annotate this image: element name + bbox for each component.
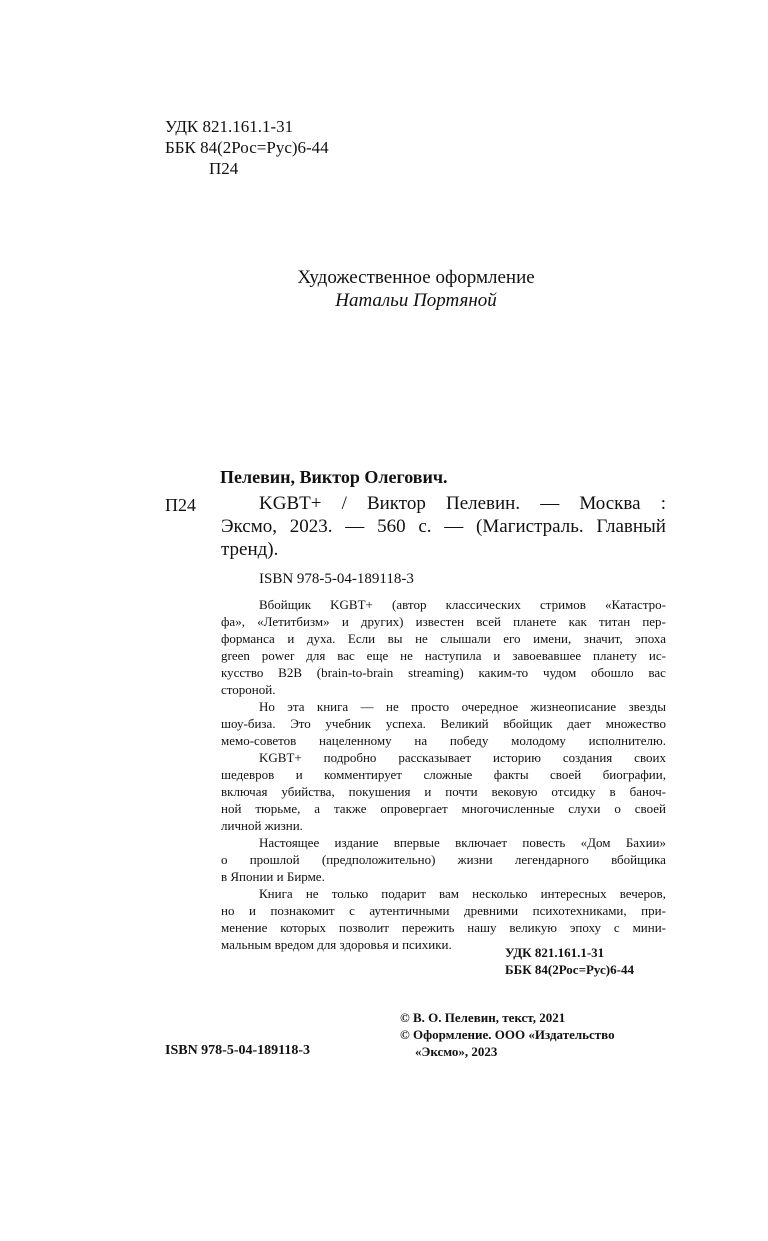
annotation-line [221, 919, 666, 936]
annotation-word: Великий [440, 716, 489, 731]
annotation-word: при- [641, 903, 666, 918]
annotation-word: кусство [221, 665, 264, 680]
annotation-word: power [261, 648, 295, 663]
bottom-classification [505, 944, 634, 978]
annotation-word: green [221, 648, 250, 663]
annotation-word: духа. [306, 631, 336, 646]
bbk-code: ББК 84(2Рос=Рус)6-44 [165, 138, 329, 157]
annotation-word: которых [280, 920, 327, 935]
annotation-word: ной [221, 801, 242, 816]
biblio-word: Виктор [366, 493, 426, 514]
annotation-word: множество [605, 716, 666, 731]
annotation-line [221, 749, 666, 766]
annotation-word: вы [387, 631, 403, 646]
annotation-word: почти [445, 784, 478, 799]
annotation-word: опровергает [380, 801, 448, 816]
annotation-word: историю [493, 750, 541, 765]
annotation-word: шедевров [221, 767, 275, 782]
annotation-word: Книга [259, 886, 293, 901]
annotation-line [221, 783, 666, 800]
annotation-word: Настоящее [259, 835, 320, 850]
annotation-word: дает [567, 716, 592, 731]
annotation-word: очередное [461, 699, 519, 714]
annotation-word: известен [415, 614, 465, 629]
annotation-word: учебник [325, 716, 372, 731]
annotation-word: звезды [628, 699, 666, 714]
annotation-word: эта [287, 699, 305, 714]
biblio-line-1 [221, 492, 666, 515]
annotation-word: стримов [539, 597, 586, 612]
annotation-word: создания [562, 750, 613, 765]
annotation-word: сложные [423, 767, 473, 782]
annotation-word: и [248, 903, 256, 918]
annotation-line [221, 681, 666, 698]
annotation-word: но [221, 903, 235, 918]
annotation-word: форманса [221, 631, 275, 646]
copyright [400, 1009, 615, 1060]
udk-code: УДК 821.161.1-31 [165, 117, 294, 136]
annotation-line [221, 715, 666, 732]
isbn-bottom: ISBN 978-5-04-189118-3 [165, 1043, 311, 1058]
catalog-author-mark: П24 [165, 495, 196, 515]
annotation-word: вредом [274, 937, 314, 952]
annotation-line [221, 885, 666, 902]
annotation-word: — [360, 699, 374, 714]
annotation [221, 596, 666, 953]
annotation-word: психики. [402, 937, 452, 952]
annotation-word: баноч- [629, 784, 666, 799]
annotation-word: не [415, 631, 428, 646]
biblio-line-3: тренд). [221, 539, 279, 560]
annotation-word: (предположительно) [321, 852, 436, 867]
biblio-word: с. [418, 516, 432, 537]
annotation-word: о [221, 852, 228, 867]
annotation-word: титан [598, 614, 631, 629]
bbk-code-bottom: ББК 84(2Рос=Рус)6-44 [505, 962, 634, 977]
annotation-word: классических [445, 597, 521, 612]
annotation-word: стороной. [221, 682, 276, 697]
biblio-word: — [444, 516, 464, 537]
design-artist: Натальи Портяной [335, 290, 497, 311]
annotation-word: древними [463, 903, 519, 918]
annotation-word: также [333, 801, 367, 816]
annotation-word: несколько [472, 886, 528, 901]
annotation-word: как [568, 614, 587, 629]
annotation-word: и [295, 767, 303, 782]
biblio-word: / [341, 493, 347, 514]
biblio-line-2 [221, 515, 666, 538]
annotation-word: аутентичными [369, 903, 450, 918]
annotation-word: не [386, 699, 399, 714]
annotation-word: и [287, 631, 295, 646]
annotation-word: своей [634, 801, 666, 816]
annotation-word: не [305, 886, 319, 901]
annotation-word: комментирует [324, 767, 402, 782]
annotation-line [221, 868, 666, 885]
annotation-line [221, 596, 666, 613]
annotation-word: «Летитбизм» [257, 614, 330, 629]
annotation-word: убийства, [281, 784, 335, 799]
annotation-word: победу [449, 733, 489, 748]
annotation-word: слышали [440, 631, 491, 646]
annotation-word: Если [347, 631, 376, 646]
annotation-word: вечеров, [619, 886, 666, 901]
annotation-word: и [341, 614, 349, 629]
annotation-word: личной [221, 818, 262, 833]
annotation-word: всей [476, 614, 501, 629]
annotation-word: жизнеописание [530, 699, 617, 714]
annotation-word: еще [366, 648, 389, 663]
copyright-publisher: «Эксмо», 2023 [415, 1044, 498, 1059]
biblio-word: 560 [377, 516, 406, 537]
annotation-word: Это [290, 716, 311, 731]
annotation-word: здоровья [339, 937, 389, 952]
annotation-word: (автор [392, 597, 427, 612]
annotation-line [221, 630, 666, 647]
bibliographic-description [221, 492, 666, 561]
annotation-word: «Дом [580, 835, 611, 850]
catalog-author: Пелевин, Виктор Олегович. [220, 467, 448, 487]
annotation-word: включает [455, 835, 508, 850]
annotation-line [221, 766, 666, 783]
copyright-text: © В. О. Пелевин, текст, 2021 [400, 1010, 566, 1025]
annotation-word: включая [221, 784, 268, 799]
annotation-word: молодому [511, 733, 566, 748]
author-mark: П24 [209, 159, 239, 178]
annotation-word: вековую [491, 784, 538, 799]
annotation-word: наступила [424, 648, 482, 663]
biblio-word: — [345, 516, 365, 537]
annotation-word: для [317, 937, 337, 952]
annotation-word: пережить [401, 920, 455, 935]
annotation-word: прошлой [249, 852, 300, 867]
annotation-word: повесть [522, 835, 566, 850]
annotation-word: легендарного [514, 852, 589, 867]
annotation-word: только [331, 886, 369, 901]
annotation-line [221, 698, 666, 715]
annotation-word: в [609, 784, 616, 799]
annotation-line [221, 732, 666, 749]
annotation-word: биографии, [602, 767, 666, 782]
annotation-word: KGBT+ [330, 597, 373, 612]
annotation-line [221, 851, 666, 868]
biblio-word: Эксмо, [221, 516, 278, 537]
annotation-word: великую [509, 920, 557, 935]
annotation-word: вас [337, 648, 355, 663]
annotation-word: своих [634, 750, 666, 765]
annotation-word: вбойщик [503, 716, 553, 731]
annotation-word: жизни. [264, 818, 303, 833]
annotation-word: для [306, 648, 326, 663]
annotation-word: Вбойщик [259, 597, 312, 612]
annotation-word: исполнителю. [588, 733, 666, 748]
catalog-isbn: ISBN 978-5-04-189118-3 [259, 571, 414, 587]
annotation-line [221, 902, 666, 919]
biblio-word: : [660, 493, 666, 514]
annotation-word: завоевавшее [512, 648, 582, 663]
annotation-word: тюрьме, [255, 801, 301, 816]
annotation-line [221, 817, 666, 834]
annotation-line [221, 647, 666, 664]
copyright-design: © Оформление. ООО «Издательство [400, 1027, 615, 1042]
biblio-word: 2023. [289, 516, 333, 537]
annotation-word: и [493, 648, 501, 663]
annotation-word: жизни [457, 852, 493, 867]
annotation-word: психотехниками, [532, 903, 627, 918]
annotation-word: мини- [632, 920, 666, 935]
annotation-word: книга [316, 699, 349, 714]
annotation-line [221, 613, 666, 630]
annotation-line [221, 834, 666, 851]
annotation-word: «Катастро- [605, 597, 666, 612]
annotation-word: эпоха [635, 631, 666, 646]
annotation-word: в [221, 869, 228, 884]
biblio-word: — [540, 493, 560, 514]
annotation-word: эпоху [569, 920, 602, 935]
annotation-word: интересных [540, 886, 607, 901]
biblio-word: KGBT+ [259, 493, 322, 514]
annotation-word: его [503, 631, 521, 646]
annotation-word: не [400, 648, 413, 663]
annotation-word: успеха. [385, 716, 426, 731]
annotation-word: Но [259, 699, 275, 714]
annotation-word: чудом [542, 665, 577, 680]
annotation-word: Бирме. [286, 869, 325, 884]
annotation-word: впервые [393, 835, 440, 850]
annotation-word: фа», [221, 614, 245, 629]
annotation-word: и [391, 937, 399, 952]
annotation-word: слухи [568, 801, 601, 816]
annotation-word: Японии [230, 869, 274, 884]
annotation-word: рассказывает [398, 750, 472, 765]
annotation-word: на [414, 733, 428, 748]
design-credit [0, 266, 768, 312]
biblio-word: (Магистраль. [476, 516, 584, 537]
annotation-word: и [424, 784, 432, 799]
annotation-word: вас [648, 665, 666, 680]
annotation-word: имени, [533, 631, 572, 646]
annotation-word: отсидку [551, 784, 596, 799]
annotation-word: планету [593, 648, 637, 663]
annotation-word: планете [513, 614, 557, 629]
annotation-word: streaming) [408, 665, 464, 680]
annotation-word: мемо-советов [221, 733, 297, 748]
annotation-word: (brain-to-brain [316, 665, 394, 680]
annotation-word: с [613, 920, 620, 935]
annotation-word: B2B [278, 665, 303, 680]
annotation-word: нашу [467, 920, 497, 935]
udk-code-bottom: УДК 821.161.1-31 [505, 945, 605, 960]
annotation-word: пер- [642, 614, 666, 629]
annotation-word: позволит [338, 920, 389, 935]
annotation-word: просто [411, 699, 450, 714]
annotation-word: менение [221, 920, 268, 935]
top-classification [165, 116, 329, 179]
annotation-word: многочисленные [461, 801, 555, 816]
annotation-word: шоу-биза. [221, 716, 276, 731]
annotation-word: подробно [323, 750, 377, 765]
annotation-line [221, 664, 666, 681]
annotation-word: обошло [591, 665, 634, 680]
annotation-word: вам [439, 886, 459, 901]
annotation-word: факты [493, 767, 529, 782]
annotation-word: других) [360, 614, 404, 629]
annotation-word: а [314, 801, 321, 816]
design-label: Художественное оформление [297, 267, 535, 288]
biblio-word: Главный [596, 516, 666, 537]
annotation-word: подарит [381, 886, 426, 901]
annotation-word: нацеленному [319, 733, 392, 748]
annotation-word: KGBT+ [259, 750, 302, 765]
annotation-word: о [614, 801, 621, 816]
annotation-word: покушения [348, 784, 411, 799]
annotation-word: вбойщика [611, 852, 666, 867]
annotation-word: издание [334, 835, 379, 850]
biblio-word: Пелевин. [445, 493, 521, 514]
annotation-word: мальным [221, 937, 272, 952]
annotation-word: ис- [648, 648, 666, 663]
annotation-word: своей [550, 767, 582, 782]
biblio-word: Москва [579, 493, 641, 514]
annotation-word: и [276, 869, 284, 884]
annotation-word: каким-то [478, 665, 529, 680]
annotation-line [221, 800, 666, 817]
annotation-word: значит, [583, 631, 623, 646]
annotation-word: познакомит [270, 903, 335, 918]
annotation-word: Бахии» [625, 835, 666, 850]
annotation-word: с [349, 903, 355, 918]
